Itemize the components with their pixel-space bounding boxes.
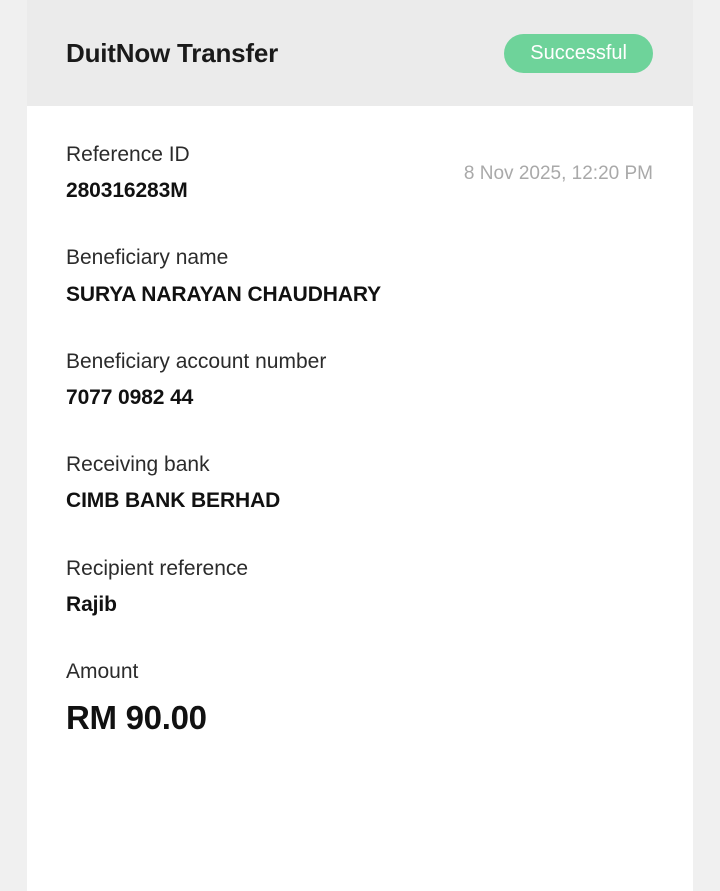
field-value: CIMB BANK BERHAD: [66, 489, 281, 513]
field-value: SURYA NARAYAN CHAUDHARY: [66, 282, 382, 306]
field-beneficiary-account-number: [66, 349, 654, 410]
field-recipient-reference: [66, 556, 654, 617]
field-label: Receiving bank: [66, 453, 210, 477]
page-title: DuitNow Transfer: [66, 37, 279, 68]
transfer-receipt-card: [27, 0, 693, 891]
field-label: Beneficiary name: [66, 246, 229, 270]
transaction-timestamp: 8 Nov 2025, 12:20 PM: [463, 163, 653, 184]
field-receiving-bank: [66, 452, 654, 513]
field-value: RM 90.00: [66, 699, 207, 737]
field-amount: [66, 659, 654, 738]
field-beneficiary-name: [66, 245, 654, 306]
receipt-header: [27, 0, 693, 106]
field-label: Recipient reference: [66, 556, 249, 580]
field-value: 280316283M: [66, 179, 188, 203]
status-badge: Successful: [504, 34, 653, 73]
field-value: 7077 0982 44: [66, 385, 194, 409]
field-label: Beneficiary account number: [66, 349, 327, 373]
field-label: Amount: [66, 659, 139, 683]
field-label: Reference ID: [66, 143, 190, 166]
receipt-body: [27, 106, 693, 738]
field-value: Rajib: [66, 592, 117, 616]
